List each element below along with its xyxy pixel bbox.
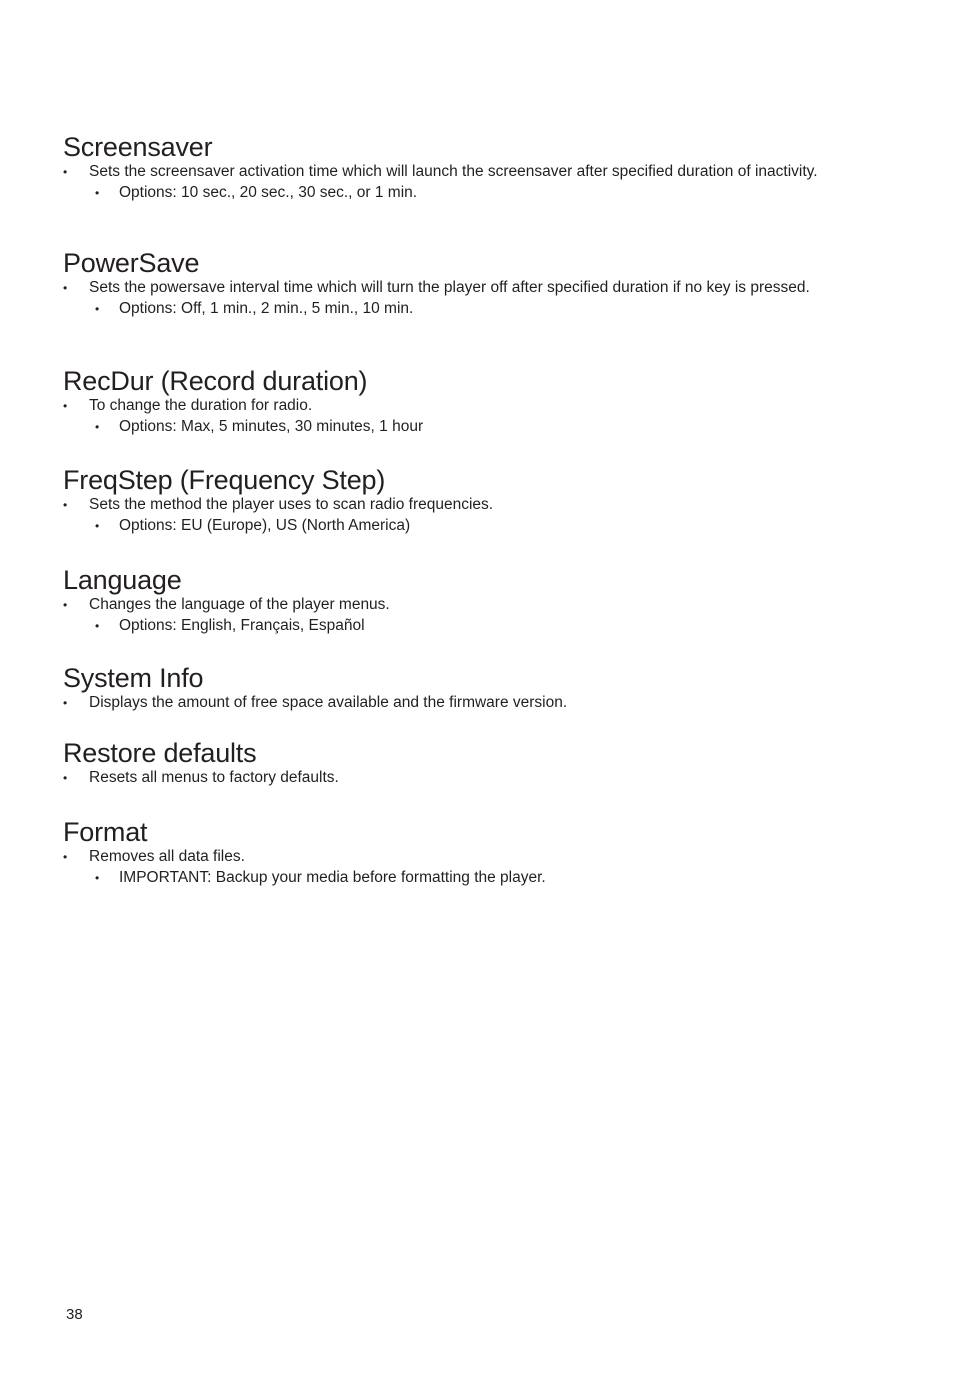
sub-list-item (89, 183, 843, 204)
list-item (63, 162, 843, 203)
sub-list-item-text: Options: 10 sec., 20 sec., 30 sec., or 1 min. (119, 183, 418, 201)
list-item-text: Resets all menus to factory defaults. (89, 769, 339, 786)
section-heading: System Info (63, 663, 204, 693)
section-language (63, 565, 843, 636)
bullet-icon: • (63, 598, 68, 612)
page-number: 38 (66, 1306, 83, 1323)
bullet-icon: • (95, 301, 100, 316)
sub-bullet-list (89, 299, 843, 320)
list-item-text: Changes the language of the player menus. (89, 596, 390, 613)
section-freqstep (63, 465, 843, 536)
bullet-list (63, 396, 843, 437)
bullet-icon: • (63, 850, 68, 864)
section-recdur (63, 366, 843, 437)
list-item-text: To change the duration for radio. (89, 397, 313, 414)
sub-list-item-text: Options: Max, 5 minutes, 30 minutes, 1 hour (119, 417, 424, 435)
bullet-list (63, 495, 843, 536)
section-heading: RecDur (Record duration) (63, 366, 368, 396)
sub-bullet-list (89, 616, 843, 637)
bullet-icon: • (95, 419, 100, 434)
list-item (63, 595, 843, 636)
sub-list-item (89, 516, 843, 537)
list-item (63, 495, 843, 536)
section-heading: PowerSave (63, 248, 200, 278)
list-item-text: Sets the method the player uses to scan radio frequencies. (89, 496, 494, 513)
sub-bullet-list (89, 183, 843, 204)
section-heading: Restore defaults (63, 738, 257, 768)
sub-bullet-list (89, 417, 843, 438)
list-item (63, 278, 843, 319)
bullet-list (63, 278, 843, 319)
sub-list-item (89, 299, 843, 320)
bullet-list (63, 693, 843, 714)
sub-list-item (89, 417, 843, 438)
bullet-icon: • (95, 618, 100, 633)
sub-list-item-text: Options: Off, 1 min., 2 min., 5 min., 10 min. (119, 299, 414, 317)
bullet-icon: • (95, 870, 100, 885)
bullet-icon: • (95, 518, 100, 533)
section-heading: Screensaver (63, 132, 213, 162)
bullet-icon: • (63, 696, 68, 710)
sub-list-item-text: Options: English, Français, Español (119, 616, 365, 634)
sub-list-item (89, 616, 843, 637)
sub-list-item (89, 868, 843, 889)
section-restore-defaults (63, 738, 843, 789)
sub-list-item-text: IMPORTANT: Backup your media before formatting the player. (119, 868, 546, 886)
section-heading: FreqStep (Frequency Step) (63, 465, 386, 495)
bullet-icon: • (95, 185, 100, 200)
sub-bullet-list (89, 868, 843, 889)
bullet-icon: • (63, 399, 68, 413)
section-heading: Format (63, 817, 148, 847)
section-format (63, 817, 843, 888)
bullet-list (63, 847, 843, 888)
list-item (63, 768, 843, 789)
bullet-icon: • (63, 165, 68, 179)
bullet-list (63, 768, 843, 789)
list-item-text: Removes all data files. (89, 848, 245, 865)
list-item-text: Sets the powersave interval time which will turn the player off after specified duration if no key is pressed. (89, 279, 810, 296)
section-powersave (63, 248, 843, 319)
list-item (63, 396, 843, 437)
bullet-icon: • (63, 281, 68, 295)
list-item-text: Displays the amount of free space available and the firmware version. (89, 694, 568, 711)
bullet-icon: • (63, 498, 68, 512)
section-heading: Language (63, 565, 182, 595)
list-item (63, 847, 843, 888)
bullet-icon: • (63, 771, 68, 785)
bullet-list (63, 162, 843, 203)
sub-bullet-list (89, 516, 843, 537)
list-item-text: Sets the screensaver activation time which will launch the screensaver after specified duration of inactivity. (89, 163, 818, 180)
list-item (63, 693, 843, 714)
bullet-list (63, 595, 843, 636)
section-screensaver (63, 132, 843, 203)
section-system-info (63, 663, 843, 714)
sub-list-item-text: Options: EU (Europe), US (North America) (119, 516, 411, 534)
